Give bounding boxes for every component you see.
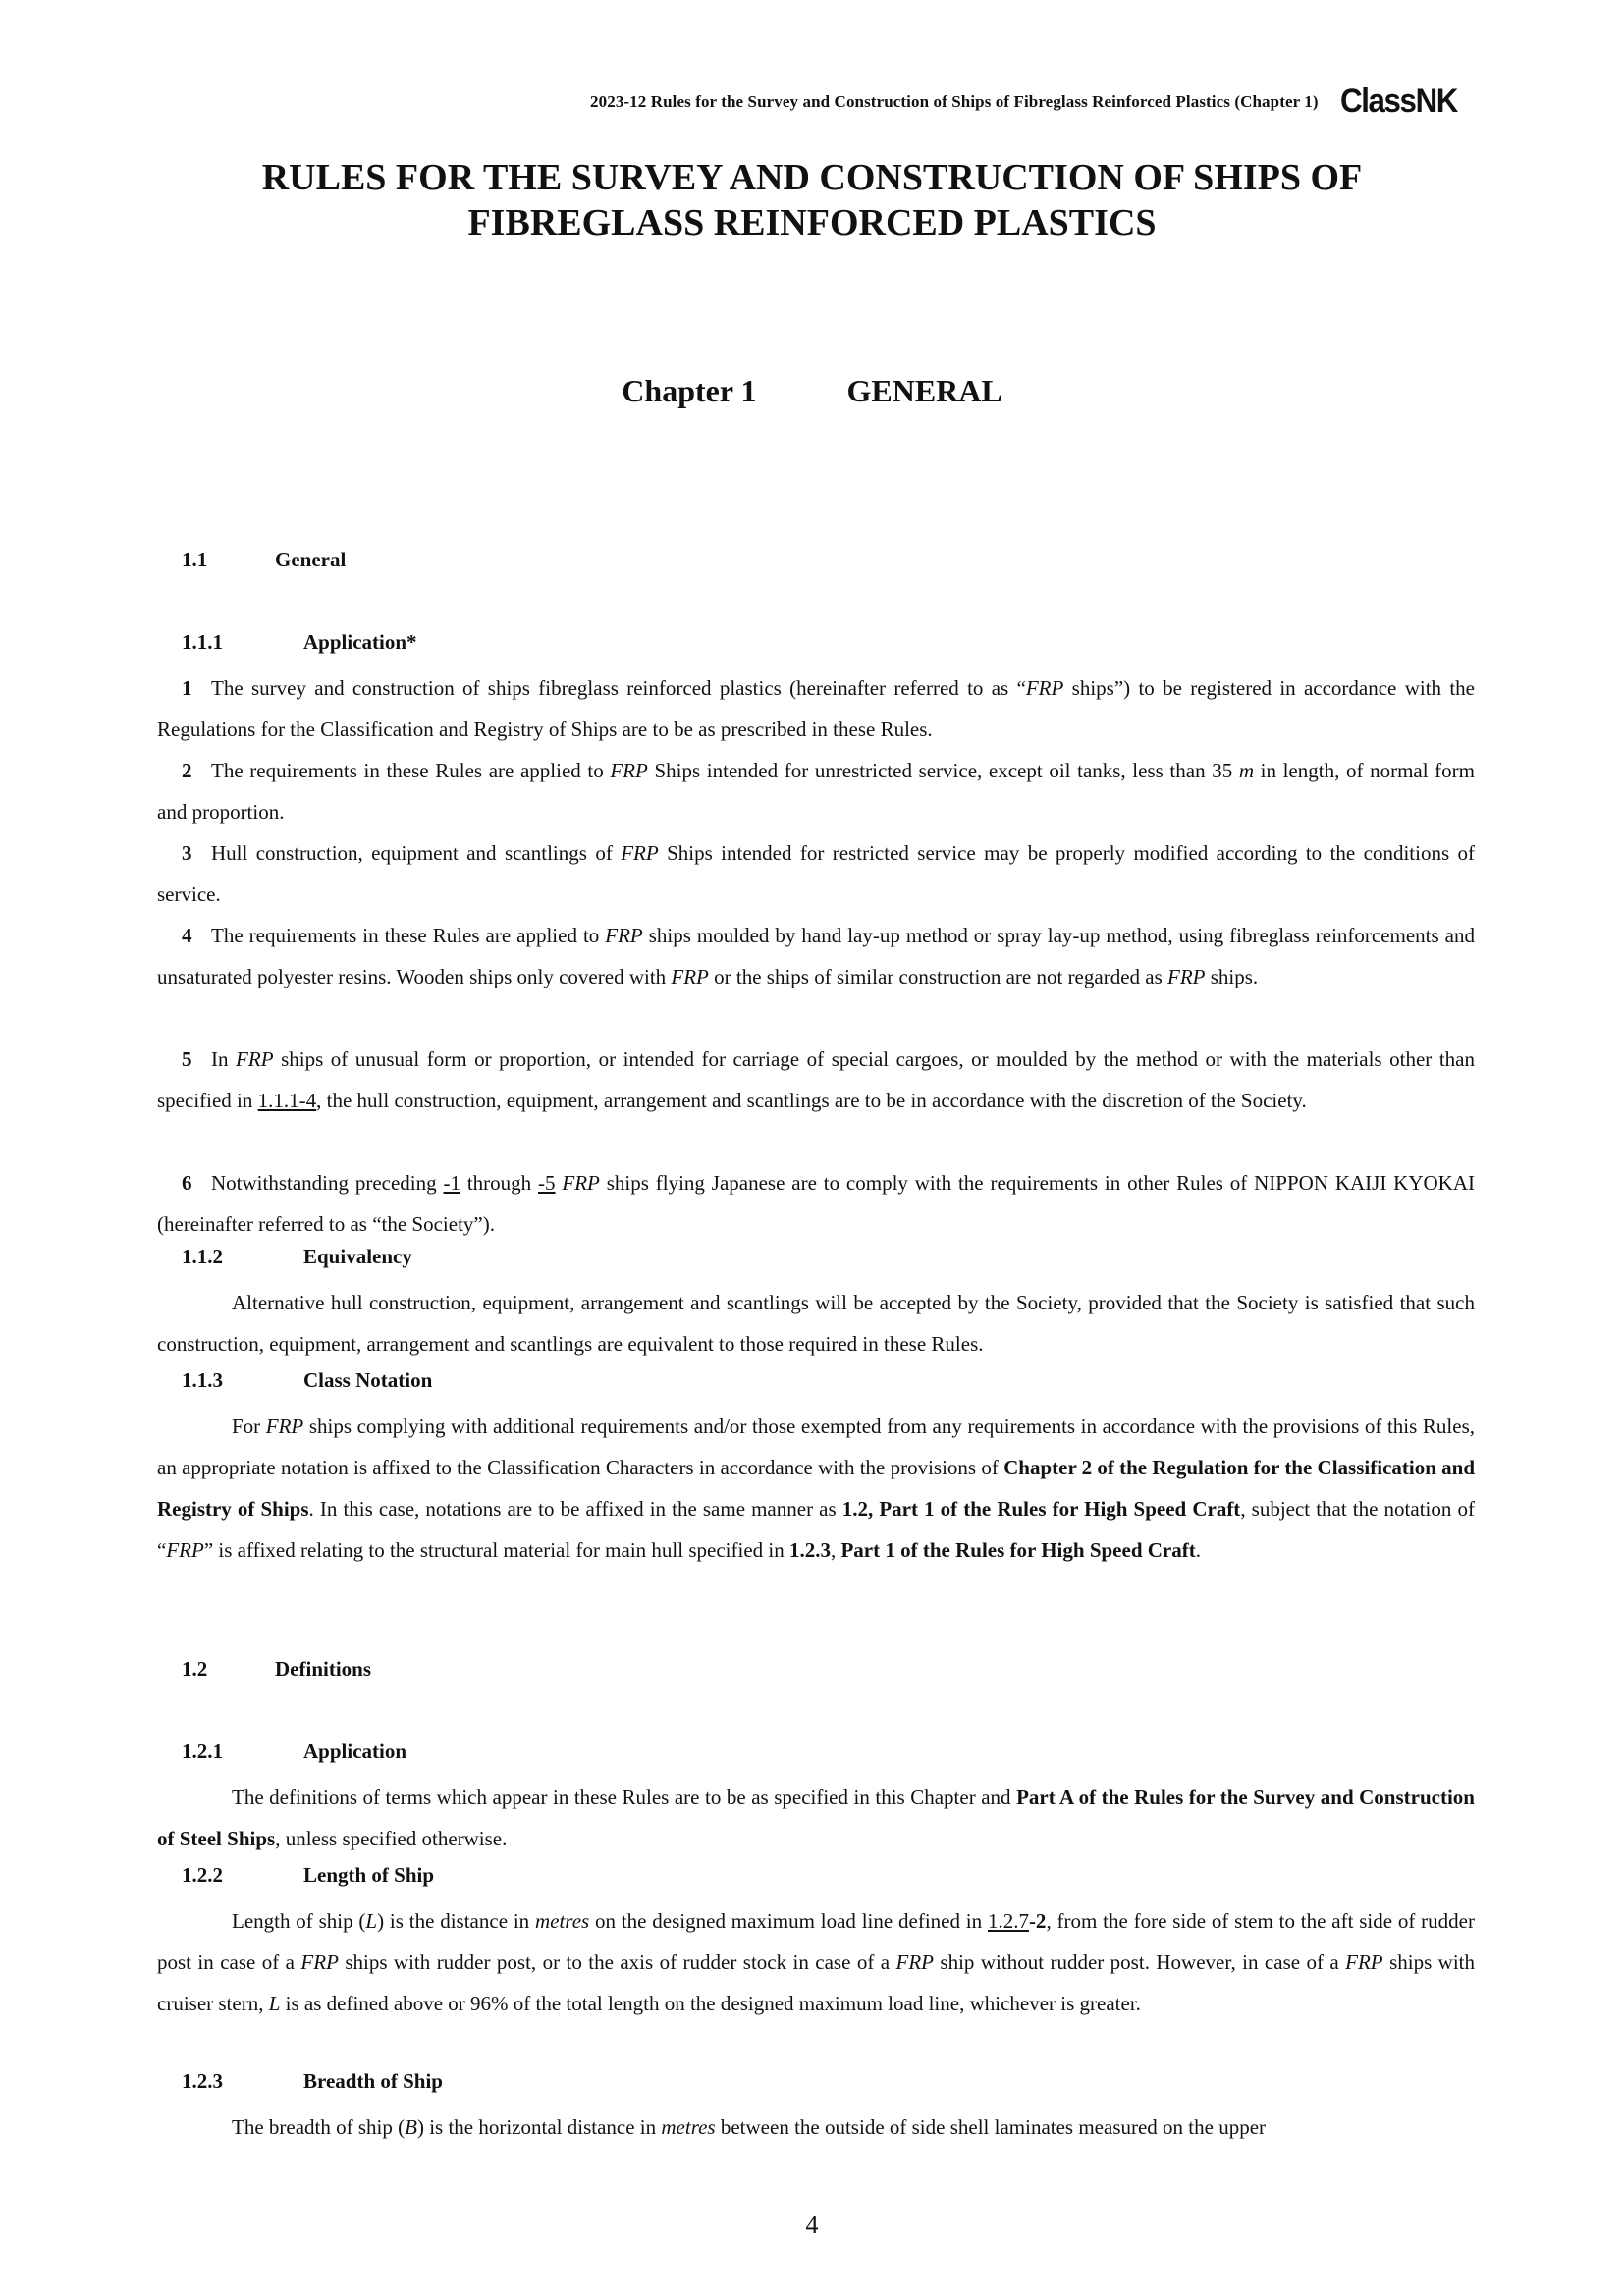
cross-reference-link[interactable]: 1.1.1-4 bbox=[257, 1089, 317, 1112]
chapter-name: GENERAL bbox=[846, 373, 1002, 408]
section-heading-1-1: 1.1 General bbox=[182, 548, 347, 571]
subsection-heading-1-1-3: 1.1.3 Class Notation bbox=[182, 1368, 433, 1392]
chapter-number: Chapter 1 bbox=[622, 373, 757, 408]
cross-reference-link[interactable]: -1 bbox=[443, 1171, 460, 1195]
running-title: 2023-12 Rules for the Survey and Construction of Ships of Fibreglass Reinforced Plastics (Chapter 1) bbox=[590, 91, 1319, 111]
paragraph-1-1-2: Alternative hull construction, equipment, arrangement and scantlings will be accepted by the Society, provided that the Society is satisfied that such construction, equipment, arrangement and scantlings are equivalent to those required in these Rules. bbox=[157, 1291, 1475, 1356]
subsection-heading-1-2-1: 1.2.1 Application bbox=[182, 1739, 407, 1763]
paragraph-1-1-1-6: 6 Notwithstanding preceding -1 through -5 FRP ships flying Japanese are to comply with the requirements in other Rules of NIPPON KAIJI KYOKAI (hereinafter referred to as “the Society”). bbox=[157, 1171, 1476, 1236]
paragraph-1-1-1-5: 5 In FRP ships of unusual form or proportion, or intended for carriage of special cargoes, or moulded by the method or with the materials other than specified in 1.1.1-4, the hull construction, equipment, arrangement and scantlings are to be in accordance with the discretion of the Society. bbox=[157, 1047, 1475, 1112]
paragraph-1-1-1-4: 4 The requirements in these Rules are applied to FRP ships moulded by hand lay-up method or spray lay-up method, using fibreglass reinforcements and unsaturated polyester resins. Wooden ships only covered with FRP or the ships of similar construction are not regarded as FRP ships. bbox=[157, 924, 1475, 988]
title-line-1: RULES FOR THE SURVEY AND CONSTRUCTION OF SHIPS OF bbox=[261, 157, 1363, 198]
paragraph-1-2-3: The breadth of ship (B) is the horizontal distance in metres between the outside of side shell laminates measured on the upper bbox=[232, 2115, 1267, 2139]
paragraph-1-1-1-3: 3 Hull construction, equipment and scantlings of FRP Ships intended for restricted service may be properly modified according to the conditions of service. bbox=[157, 841, 1476, 906]
cross-reference-link[interactable]: 1.2.7 bbox=[987, 1909, 1029, 1933]
paragraph-1-1-3: For FRP ships complying with additional requirements and/or those exempted from any requirements in accordance with the provisions of this Rules, an appropriate notation is affixed to the Classification Characters in accordance with the provisions of Chapter 2 of the Regulation for the Classification and Registry of Ships. In this case, notations are to be affixed in the same manner as 1.2, Part 1 of the Rules for High Speed Craft, subject that the notation of “FRP” is affixed relating to the structural material for main hull specified in 1.2.3, Part 1 of the Rules for High Speed Craft. bbox=[157, 1415, 1476, 1562]
cross-reference-link[interactable]: -5 bbox=[538, 1171, 556, 1195]
paragraph-1-2-2: Length of ship (L) is the distance in metres on the designed maximum load line defined in 1.2.7-2, from the fore side of stem to the aft side of rudder post in case of a FRP ships with rudder post, or to the axis of rudder stock in case of a FRP ship without rudder post. However, in case of a FRP ships with cruiser stern, L is as defined above or 96% of the total length on the designed maximum load line, whichever is greater. bbox=[157, 1909, 1476, 2015]
paragraph-1-1-1-1: 1 The survey and construction of ships fibreglass reinforced plastics (hereinafter referred to as “FRP ships”) to be registered in accordance with the Regulations for the Classification and Registry of Ships are to be as prescribed in these Rules. bbox=[157, 676, 1475, 741]
classnk-logo: ClassNK bbox=[1339, 82, 1457, 120]
paragraph-1-1-1-2: 2 The requirements in these Rules are applied to FRP Ships intended for unrestricted service, except oil tanks, less than 35 m in length, of normal form and proportion. bbox=[157, 759, 1475, 824]
title-line-2: FIBREGLASS REINFORCED PLASTICS bbox=[467, 202, 1157, 243]
section-heading-1-2: 1.2 Definitions bbox=[182, 1657, 372, 1681]
subsection-heading-1-1-2: 1.1.2 Equivalency bbox=[182, 1245, 412, 1268]
running-header bbox=[590, 82, 1467, 121]
chapter-heading bbox=[0, 373, 1624, 409]
subsection-heading-1-1-1: 1.1.1 Application* bbox=[182, 630, 417, 654]
subsection-heading-1-2-2: 1.2.2 Length of Ship bbox=[182, 1863, 435, 1887]
paragraph-1-2-1: The definitions of terms which appear in these Rules are to be as specified in this Chapter and Part A of the Rules for the Survey and Construction of Steel Ships, unless specified otherwise. bbox=[157, 1786, 1475, 1850]
document-title bbox=[0, 155, 1624, 245]
page-number: 4 bbox=[805, 2211, 819, 2239]
subsection-heading-1-2-3: 1.2.3 Breadth of Ship bbox=[182, 2069, 443, 2093]
